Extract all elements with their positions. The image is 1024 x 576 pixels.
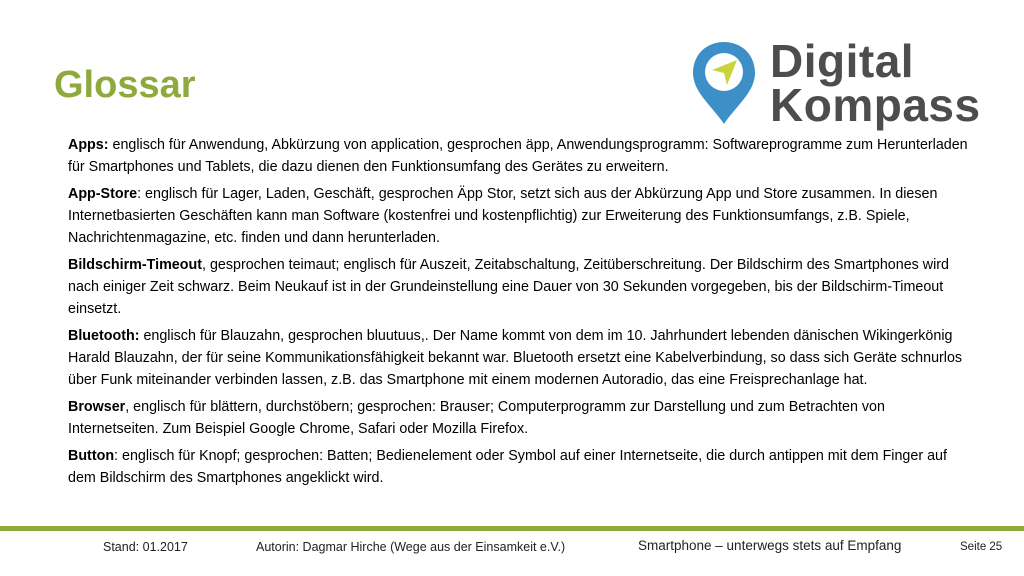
glossary-definition: englisch für Blauzahn, gesprochen bluutuus,. Der Name kommt von dem im 10. Jahrhundert lebenden dänischen Wikingerkönig Harald Blauzahn, der für seine Kommunikationsfähigkeit bekannt war. Bluetooth ersetzt eine Kabelverbindung, so dass sich Geräte schnurlos über Funk miteinander verbinden lassen, z.B. das Smartphone mit einem modernen Autoradio, das eine Freisprechanlage hat. (68, 328, 963, 388)
footer-date: Stand: 01.2017 (103, 540, 188, 554)
location-pin-arrow-icon (690, 40, 758, 126)
glossary-list (68, 134, 968, 494)
glossary-term: Browser (68, 399, 126, 415)
glossary-definition: englisch für Anwendung, Abkürzung von application, gesprochen äpp, Anwendungsprogramm: Softwareprogramme zum Herunterladen für Smartphones und Tablets, die dazu dienen den Funktionsumfang des Gerätes zu erweitern. (68, 137, 968, 175)
logo-text-line2: Kompass (770, 79, 981, 131)
glossary-entry-apps (68, 134, 968, 178)
glossary-term: Button (68, 448, 115, 464)
digital-kompass-logo (690, 35, 990, 134)
footer-divider (0, 526, 1024, 531)
glossary-definition: , gesprochen teimaut; englisch für Auszeit, Zeitabschaltung, Zeitüberschreitung. Der Bildschirm des Smartphones wird nach einiger Zeit schwarz. Beim Neukauf ist in der Grundeinstellung eine Dauer von 30 Sekunden vorgegeben, bis der Bildschirm-Timeout einsetzt. (68, 257, 949, 317)
glossary-entry-bluetooth (68, 325, 968, 391)
footer-page-number: Seite 25 (960, 541, 1003, 553)
glossary-term: Bluetooth: (68, 328, 140, 344)
footer-author: Autorin: Dagmar Hirche (Wege aus der Einsamkeit e.V.) (256, 540, 566, 554)
glossary-definition: : englisch für Lager, Laden, Geschäft, gesprochen Äpp Stor, setzt sich aus der Abkürzung App und Store zusammen. In diesen Internetbasierten Geschäften kann man Software (kostenfrei und kostenpflichtig) zur Erweiterung des Funktionsumfangs, z.B. Spiele, Nachrichtenmagazine, etc. finden und dann herunterladen. (68, 186, 938, 246)
glossary-entry-app-store (68, 183, 968, 249)
glossary-term: Bildschirm-Timeout (68, 257, 202, 273)
glossary-entry-browser (68, 396, 968, 440)
glossary-entry-button (68, 445, 968, 489)
glossary-term: App-Store (68, 186, 138, 202)
glossary-definition: , englisch für blättern, durchstöbern; gesprochen: Brauser; Computerprogramm zur Darstellung und zum Betrachten von Internetseiten. Zum Beispiel Google Chrome, Safari oder Mozilla Firefox. (68, 399, 885, 437)
glossary-term: Apps: (68, 137, 109, 153)
logo-text-line1: Digital (770, 35, 915, 87)
glossary-entry-bildschirm-timeout (68, 254, 968, 320)
glossary-definition: : englisch für Knopf; gesprochen: Batten; Bedienelement oder Symbol auf einer Internetseite, die durch antippen mit dem Finger auf dem Bildschirm des Smartphones angeklickt wird. (68, 448, 947, 486)
slide-title: Glossar (54, 64, 196, 106)
footer-topic: Smartphone – unterwegs stets auf Empfang (638, 538, 902, 553)
